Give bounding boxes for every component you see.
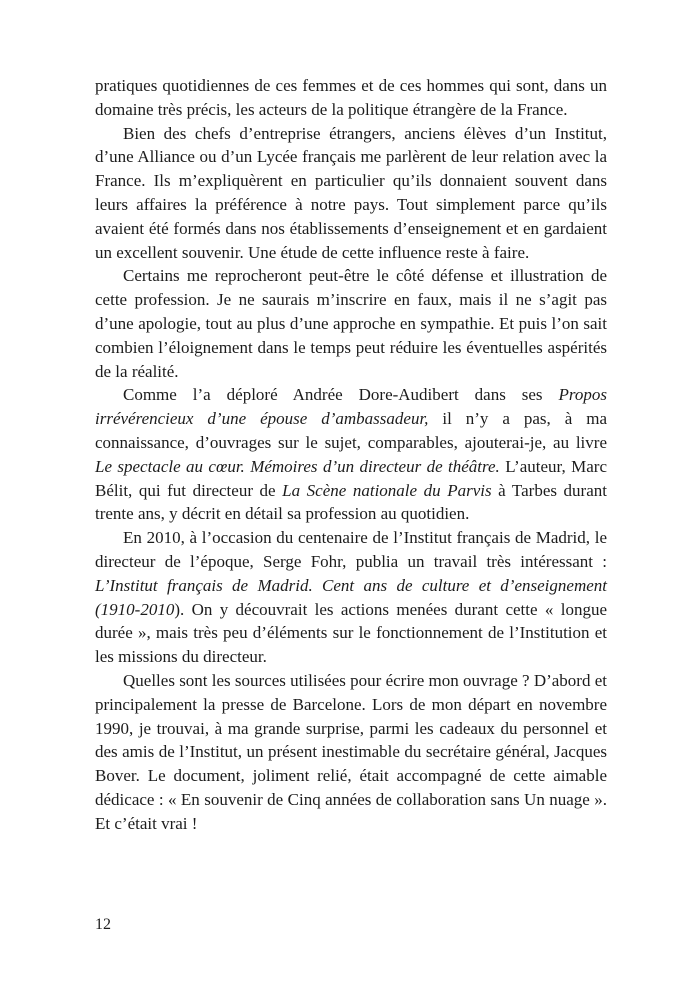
text-run: Certains me reprocheront peut-être le côté défense et illustration de cette profession. Je ne saurais m’inscrire en faux, mais il ne s’agit pas d’une apologie, tout au plus d’une approche en sympathie. Et puis l’on sait combien l’éloignement dans le temps peut réduire les éventuelles aspérités de la réalité. bbox=[95, 266, 607, 381]
text-run: à Tarbes durant trente ans, y décrit en détail sa profession au quotidien. bbox=[95, 480, 607, 524]
paragraph bbox=[95, 383, 607, 526]
text-run: pratiques quotidiennes de ces femmes et de ces hommes qui sont, dans un domaine très précis, les acteurs de la politique étrangère de la France. bbox=[95, 76, 607, 119]
text-run-italic: L’Institut français de Madrid. Cent ans de culture et d’enseignement (1910-2010 bbox=[95, 575, 607, 619]
text-run-italic: La Scène nationale du Parvis bbox=[282, 480, 492, 500]
text-run: Comme l’a déploré Andrée Dore-Audibert dans ses bbox=[123, 385, 559, 405]
text-run: Quelles sont les sources utilisées pour écrire mon ouvrage ? D’abord et principalement la presse de Barcelone. Lors de mon départ en novembre 1990, je trouvai, à ma grande surprise, parmi les cadeaux du personnel et des amis de l’Institut, un présent inestimable du secrétaire général, Jacques Bover. Le document, joliment relié, était accompagné de cette aimable dédicace : « En souvenir de Cinq années de collaboration sans Un nuage ». Et c’était vrai ! bbox=[95, 670, 607, 833]
text-run-italic: Propos irrévérencieux d’une épouse d’ambassadeur, bbox=[95, 385, 607, 429]
text-run: il n’y a pas, à ma connaissance, d’ouvrages sur le sujet, comparables, ajouterai-je, au livre bbox=[95, 409, 607, 452]
paragraph bbox=[95, 122, 607, 265]
paragraph bbox=[95, 669, 607, 836]
paragraph bbox=[95, 74, 607, 122]
paragraph bbox=[95, 526, 607, 669]
text-run: Bien des chefs d’entreprise étrangers, anciens élèves d’un Institut, d’une Alliance ou d’un Lycée français me parlèrent de leur relation avec la France. Ils m’expliquèrent en particulier qu’ils donnaient souvent dans leurs affaires la préférence à notre pays. Tout simplement parce qu’ils avaient été formés dans nos établissements d’enseignement et en gardaient un excellent souvenir. Une étude de cette influence reste à faire. bbox=[95, 123, 607, 262]
text-run: En 2010, à l’occasion du centenaire de l’Institut français de Madrid, le directeur de l’époque, Serge Fohr, publia un travail très intéressant : bbox=[95, 528, 607, 571]
page-text bbox=[95, 74, 607, 836]
text-run: L’auteur, Marc Bélit, qui fut directeur de bbox=[95, 456, 608, 500]
paragraph bbox=[95, 264, 607, 383]
text-run: ). On y découvrait les actions menées durant cette « longue durée », mais très peu d’éléments sur le fonctionnement de l’Institution et les missions du directeur. bbox=[95, 599, 607, 667]
text-run-italic: Le spectacle au cœur. Mémoires d’un directeur de théâtre. bbox=[95, 456, 500, 476]
page-number: 12 bbox=[95, 916, 111, 933]
